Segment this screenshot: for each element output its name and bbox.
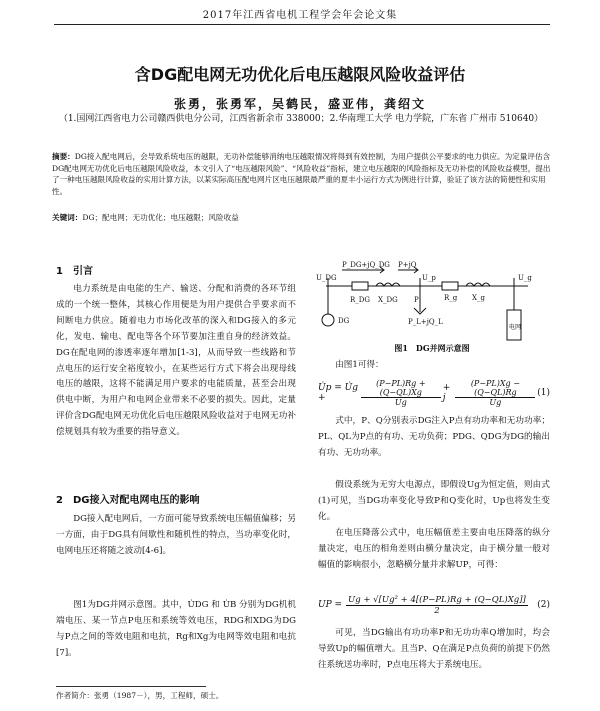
label-load: P_L+jQ_L [408,318,443,326]
footnote-rule [56,686,206,687]
section-2-paragraph-2: 图1为DG并网示意图。其中，U̇DG 和 U̇B 分别为DG机机端电压、某一节点P电压和系统等效电压，RDG和XDG为DG与P点之间的等效电阻和电抗，Rg和Xg为电网等效电阻和电抗[7]。 [56,600,296,658]
paragraph-conclusion: 可见，当DG输出有功功率P和无功功率Q增加时，均会导致Up的幅值增大。且当P、Q在满足P点负荷的前提下仍然往系统送功率时，P点电压将大于系统电压。 [318,628,550,670]
figure-1-caption: 图1 DG并网示意图 [394,343,470,353]
label-ug: U_g [518,274,532,282]
paragraph-eq1-symbols: 式中，P、Q分别表示DG注入P点有功功率和无功功率；PL、QL为P点的有功、无功负荷；PDG、QDG为DG的输出有功、无功功率。 [318,416,550,458]
eq1-number: (1) [537,388,551,398]
label-udg: U_DG [316,274,337,282]
label-dg: DG [338,317,350,325]
eq1-mid: + j [442,383,451,403]
section-2-title: 2 DG接入对配电网电压的影响 [56,495,200,506]
label-grid: 电网 [509,324,522,331]
paper-title: 含DG配电网无功优化后电压越限风险收益评估 [134,65,466,84]
eq1-frac2-den: Ug [489,398,502,407]
abstract-text: DG接入配电网后，会导致系统电压的越限，无功补偿能够消纳电压越限情况将得到有效控制，为用户提供公平要求的电力供应。为定量评估含DG配电网无功优化后电压越限风险收益，本文引入了“电压越限风险”、“风险收益”指标，建立电压越限的风险指标及无功补偿的风险收益模型，提出了一种电压越限风险收益的实用计算方法，以某实际高压配电网片区电压越限最严重的夏丰小运行方式为例进行计算，验证了该方法的简便性和实用性。 [52,152,551,196]
eq1-lhs: U̇p = U̇g + [318,383,358,403]
section-1-paragraph: 电力系统是由电能的生产、输送、分配和消费的各环节组成的一个统一整体，其核心作用便是为用户提供合乎要求而不间断电力供应。随着电力市场化改革的深入和DG接入的多元化，发电、输电、配电等各个环节要加注重自身的经济效益。DG在配电网的渗透率逐年增加[1-3]，从而导致一些线路和节点电压的运行安全裕度较小，在某些运行方式下将会出现母线电压的越限，这将不能满足用户要求的电能质量，甚至会出现供电中断，为用户和电网企业带来不必要的损失。因此，定量评价含DG配电网无功优化后电压越限风险收益对于电网无功补偿规划具有较为重要的指导意义。 [56,284,296,438]
label-xdg: X_DG [378,296,398,304]
label-pjq: P+jQ [398,261,417,269]
abstract [52,151,552,197]
eq2-den: 2 [434,605,440,616]
paragraph-ug-constant: 假设系统为无穷大电源点，即假设Ug为恒定值，则由式(1)可见，当DG功率变化导致P和Q变化时，Up也将发生变化。 [318,480,550,522]
eq1-frac1 [361,379,441,407]
eq1-frac1-num: (P−PL)Rg + (Q−QL)Xg [361,379,441,398]
label-rg: R_g [444,294,458,302]
author-footnote: 作者简介：张勇（1987－），男，工程师，硕士。 [56,691,224,700]
equation-1 [318,376,550,410]
label-up: U_p [422,274,436,282]
label-pq-dg: P_DG+jQ_DG [342,261,390,269]
intro-eq1: 由图1可得： [335,360,384,370]
eq2-frac [346,595,528,616]
keywords [52,212,552,223]
dg-source [322,314,334,326]
section-1-title: 1 引言 [56,266,93,277]
running-header: 2017年江西省电机工程学会年会论文集 [202,10,398,21]
eq1-frac2-num: (P−PL)Xg − (Q−QL)Rg [455,379,535,398]
paragraph-voltage-drop: 在电压降落公式中，电压幅值差主要由电压降落的纵分量决定，电压的相角差则由横分量决定，由于横分量一般对幅值的影响很小，忽略横分量并求解UP，可得： [318,528,550,570]
affiliation: （1.国网江西省电力公司赣西供电分公司，江西省新余市 338000；2.华南理工大学 电力学院，广东省 广州市 510640） [58,114,544,124]
rg-resistor [442,282,458,290]
keywords-label: 关键词： [52,213,83,222]
rdg-resistor [352,282,368,290]
label-xg: X_g [472,294,485,302]
equation-2 [318,588,550,622]
authors: 张勇，张勇军，吴鹤民，盛亚伟，龚绍文 [173,97,426,111]
eq2-lhs: UP = [318,600,343,610]
dg-grid-connection-diagram [314,258,546,350]
eq1-frac1-den: Ug [394,398,407,407]
section-2-paragraph-1: DG接入配电网后，一方面可能导致系统电压幅值偏移；另一方面，由于DG具有间歇性和随机性的特点，当功率变化时，电网电压还将随之波动[4-6]。 [56,514,296,556]
header-rule [54,24,550,25]
eq2-number: (2) [537,600,550,610]
eq2-num: Ug + √[Ug² + 4[(P−PL)Rg + (Q−QL)Xg]] [348,594,526,605]
abstract-label: 摘要： [52,152,75,161]
keywords-text: DG；配电网；无功优化；电压越限；风险收益 [82,213,239,222]
eq1-frac2 [455,379,535,407]
label-rdg: R_DG [350,296,370,304]
label-p: P [414,296,419,304]
